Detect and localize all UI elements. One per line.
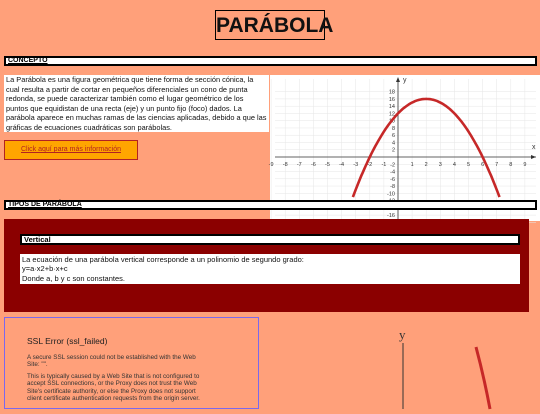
ssl-error-message: A secure SSL session could not be established with the Web Site: "". [27,354,196,369]
y-tick-label: 12 [388,111,395,118]
y-tick-label: 16 [388,96,395,103]
y-tick-label: -6 [390,176,395,183]
y-tick-label: 4 [391,140,395,147]
x-axis-label: x [532,144,536,151]
x-tick-label: -5 [325,162,330,168]
y-tick-label: -4 [390,169,395,176]
ssl-error-detail: This is typically caused by a Web Site that is not configured to accept SSL connections, or the Proxy does not trust the Web Site's certificate authority, or else the Proxy does not support client certificate authentication requests from the origin server. [27,373,200,402]
x-tick-label: 6 [481,162,485,168]
concept-description: La Parábola es una figura geométrica que tiene forma de sección cónica, la cual resulta a partir de cortar en pequeños diferenciales un cono de punta redonda, se puede caracterizar también como el lugar geométrico de los puntos que equidistan de una recta (eje) y un punto fijo (foco) dados. La parábola aparece en muchas ramas de las ciencias aplicadas, debido a que las gráficas de ecuaciones cuadráticas son parábolas. [4,75,269,132]
y-tick-label: 14 [388,104,395,111]
secondary-graph-svg [268,317,540,409]
x-tick-label: 5 [466,162,471,168]
concept-section-header: CONCEPTO [4,56,537,66]
x-tick-label: -2 [367,162,373,168]
x-tick-label: 4 [452,162,456,168]
vertical-line-1: La ecuación de una parábola vertical corresponde a un polinomio de segundo grado: [22,255,304,264]
x-tick-label: -7 [296,162,302,168]
y-tick-label: -2 [390,162,395,169]
x-tick-label: -9 [268,162,274,168]
x-tick-label: 1 [410,162,414,168]
x-tick-label: 8 [509,162,513,168]
ssl-error-frame [4,317,259,409]
x-tick-label: 9 [523,162,527,168]
x-tick-label: -3 [353,162,359,168]
secondary-y-axis-label: y [399,327,406,342]
vertical-line-3: Donde a, b y c son constantes. [22,273,125,283]
y-tick-label: 8 [391,125,395,132]
types-section-header: TIPOS DE PARÁBOLA [4,200,537,210]
y-tick-label: -16 [387,213,395,220]
x-tick-label: -4 [339,162,345,168]
vertical-description [20,254,520,284]
y-tick-label: 6 [391,133,395,140]
vertical-equation: y=a·x2+b·x+c [22,264,68,274]
x-tick-label: 3 [438,162,442,168]
y-tick-label: -10 [387,191,395,198]
page-title: PARÁBOLA [216,14,334,37]
y-tick-label: 10 [388,118,395,125]
secondary-parabola-curve [476,347,490,409]
x-tick-label: 2 [424,162,428,168]
x-tick-label: -8 [282,162,288,168]
secondary-parabola-graph [268,317,540,409]
x-tick-label: -1 [381,162,387,168]
y-tick-label: 2 [391,147,395,154]
more-info-link-button[interactable]: Click aquí para más información [4,140,138,160]
vertical-header: Vertical [20,234,520,245]
ssl-error-title: SSL Error (ssl_failed) [27,336,108,346]
y-axis-label: y [403,77,407,84]
y-axis-arrow-icon [396,77,400,82]
x-axis-arrow-icon [531,155,536,159]
page-title-box [215,10,334,40]
x-tick-label: -6 [310,162,316,168]
y-tick-label: -8 [390,184,395,191]
x-tick-label: 7 [495,162,499,168]
y-tick-label: 18 [388,89,395,96]
